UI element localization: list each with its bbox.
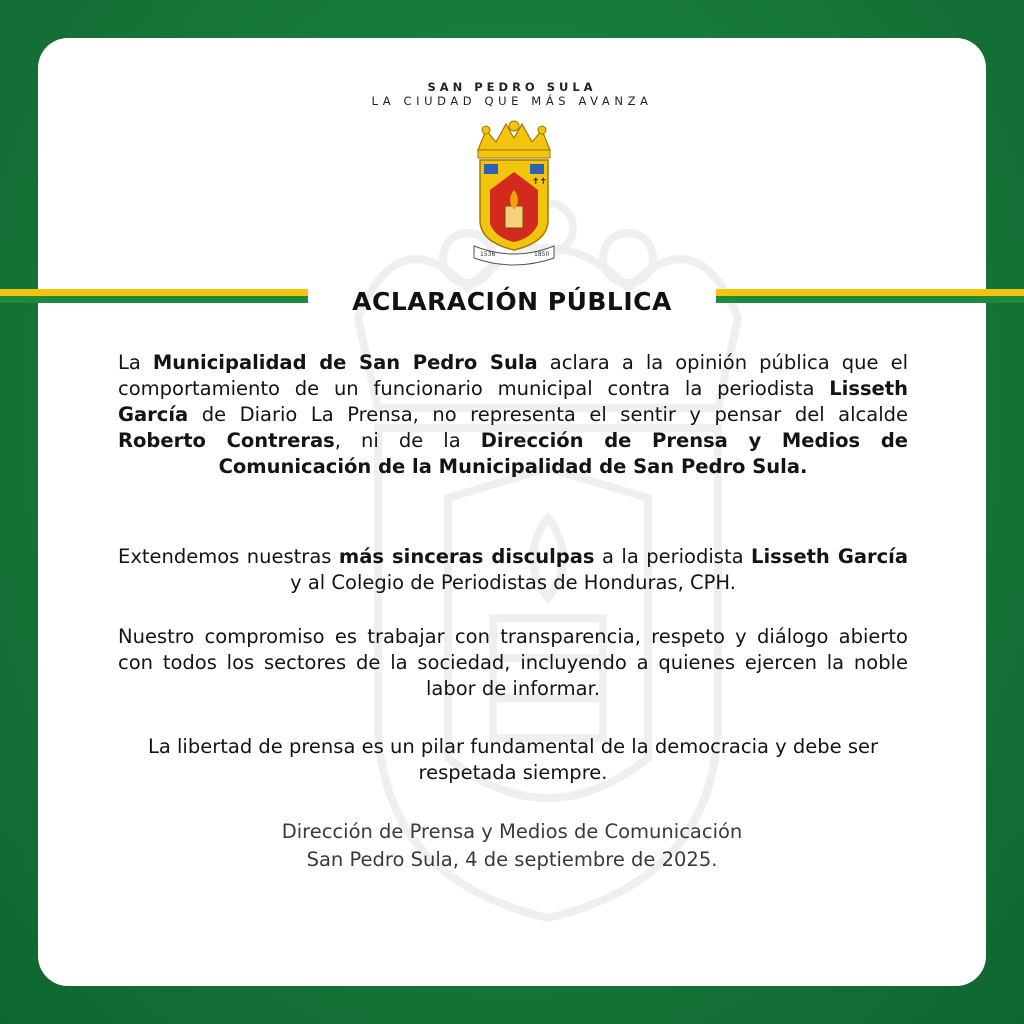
p2-text-2: a la periodista [594, 545, 752, 568]
signature-block [38, 818, 986, 874]
brand-city: SAN PEDRO SULA [427, 80, 597, 94]
page-title: ACLARACIÓN PÚBLICA [352, 287, 672, 316]
p1-text-3: de Diario La Prensa, no representa el sentir y pensar del alcalde [188, 403, 908, 426]
ribbon-year-right: 1850 [534, 251, 550, 258]
p1-text-2: aclara a la opinión pública que el comportamiento de un funcionario municipal contra la periodista [118, 351, 909, 400]
paragraph-commitment: Nuestro compromiso es trabajar con transparencia, respeto y diálogo abierto con todos los sectores de la sociedad, incluyendo a quienes ejercen la noble labor de informar. [118, 625, 908, 700]
signature-place-date: San Pedro Sula, 4 de septiembre de 2025. [306, 848, 718, 871]
p1-bold-journalist: Lisseth García [118, 377, 908, 426]
paragraph-clarification [118, 350, 908, 480]
svg-text:✝✝: ✝✝ [532, 177, 548, 187]
signature-office: Dirección de Prensa y Medios de Comunicación [281, 820, 743, 843]
p1-bold-municipality: Municipalidad de San Pedro Sula [152, 351, 538, 374]
p1-bold-direction: Dirección de Prensa y Medios de Comunicación de la Municipalidad de San Pedro Sula. [218, 429, 908, 478]
p1-bold-mayor: Roberto Contreras [118, 429, 335, 452]
paragraph-apology [118, 544, 908, 596]
announcement-card [38, 38, 986, 986]
municipal-coat-of-arms-icon [472, 120, 556, 270]
ribbon-year-left: 1536 [480, 251, 496, 258]
p2-bold-journalist: Lisseth García [751, 545, 909, 568]
p2-text-3: y al Colegio de Periodistas de Honduras, CPH. [290, 571, 736, 594]
p2-text-1: Extendemos nuestras [118, 545, 339, 568]
brand-header [38, 80, 986, 108]
paragraph-press-freedom: La libertad de prensa es un pilar fundamental de la democracia y debe ser respetada siempre. [147, 735, 878, 784]
p1-text-1: La [118, 351, 153, 374]
p1-text-4: , ni de la [334, 429, 481, 452]
p2-bold-apology: más sinceras disculpas [338, 545, 595, 568]
brand-slogan: LA CIUDAD QUE MÁS AVANZA [371, 94, 653, 108]
